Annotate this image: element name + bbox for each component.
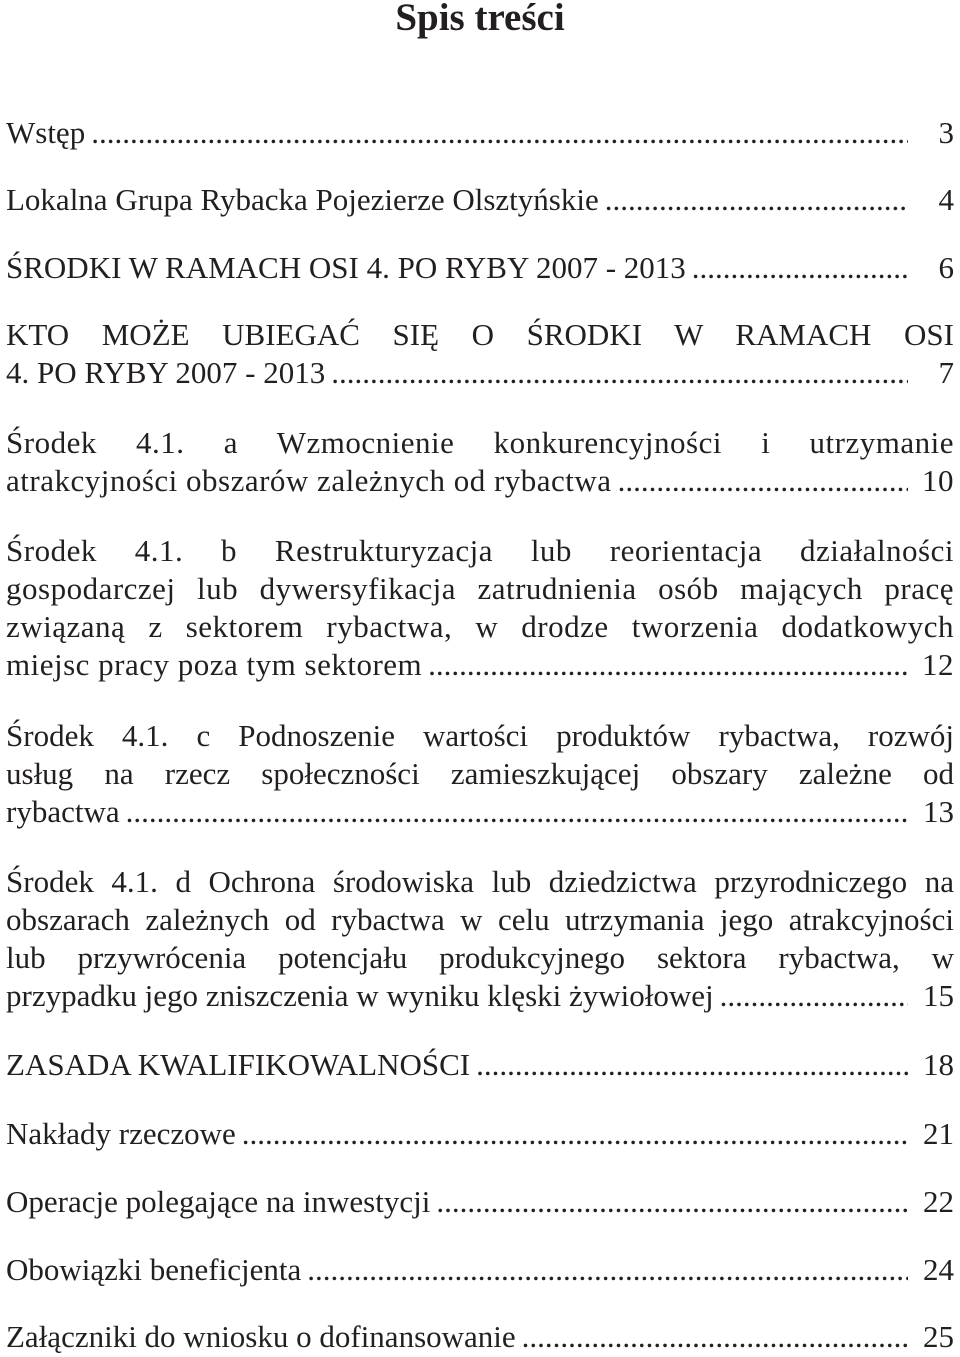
toc-entry-srodek-41b[interactable] (6, 532, 954, 684)
leader-dots (436, 1183, 908, 1221)
toc-entry-title: rybactwa (6, 794, 120, 829)
leader-dots (522, 1318, 908, 1356)
toc-page-number: 25 (923, 1319, 954, 1354)
leader-dots (618, 462, 908, 500)
toc-entry-title: Nakłady rzeczowe (6, 1116, 236, 1151)
toc-page-number: 15 (923, 978, 954, 1013)
leader-dots (692, 249, 908, 287)
toc-entry-line: Środek 4.1. d Ochrona środowiska lub dziedzictwa przyrodniczego na (6, 864, 954, 899)
leader-dots (91, 114, 908, 152)
toc-page-number: 4 (938, 182, 954, 217)
leader-dots (126, 793, 908, 831)
toc-entry-line: związaną z sektorem rybactwa, w drodze tworzenia dodatkowych (6, 609, 954, 644)
toc-entry-kto-moze[interactable] (6, 316, 954, 392)
leader-dots (242, 1115, 908, 1153)
toc-entry-naklady[interactable] (6, 1115, 954, 1153)
toc-entry-srodek-41d[interactable] (6, 863, 954, 1015)
leader-dots (476, 1046, 908, 1084)
toc-entry-title: atrakcyjności obszarów zależnych od rybactwa (6, 463, 612, 498)
toc-entry-title: Lokalna Grupa Rybacka Pojezierze Olsztyńskie (6, 182, 599, 217)
page-title: Spis treści (395, 0, 565, 39)
leader-dots (307, 1251, 908, 1289)
toc-entry-title: 4. PO RYBY 2007 - 2013 (6, 355, 326, 390)
toc-page-number: 21 (923, 1116, 954, 1151)
toc-entry-title: przypadku jego zniszczenia w wyniku klęski żywiołowej (6, 978, 714, 1013)
toc-entry-line: lub przywrócenia potencjału produkcyjnego sektora rybactwa, w (6, 940, 954, 975)
leader-dots (428, 646, 908, 684)
toc-entry-title: Wstęp (6, 115, 86, 150)
toc-entry-line: usług na rzecz społeczności zamieszkującej obszary zależne od (6, 756, 954, 791)
toc-entry-title: ŚRODKI W RAMACH OSI 4. PO RYBY 2007 - 2013 (6, 250, 686, 285)
toc-entry-zasada[interactable] (6, 1046, 954, 1084)
toc-page-number: 3 (938, 115, 954, 150)
toc-page-number: 24 (923, 1252, 954, 1287)
toc-entry-srodki[interactable] (6, 249, 954, 287)
toc-page-number: 10 (922, 463, 954, 498)
toc-entry-obowiazki[interactable] (6, 1251, 954, 1289)
toc-entry-srodek-41a[interactable] (6, 424, 954, 500)
toc-entry-line: Środek 4.1. b Restrukturyzacja lub reorientacja działalności (6, 533, 954, 568)
toc-entry-line: Środek 4.1. a Wzmocnienie konkurencyjności i utrzymanie (6, 425, 954, 460)
toc-entry-title: Załączniki do wniosku o dofinansowanie (6, 1319, 516, 1354)
leader-dots (720, 977, 908, 1015)
toc-page-number: 13 (923, 794, 954, 829)
toc-entry-zalaczniki[interactable] (6, 1318, 954, 1356)
leader-dots (331, 354, 908, 392)
toc-entry-operacje[interactable] (6, 1183, 954, 1221)
toc-entry-srodek-41c[interactable] (6, 717, 954, 831)
toc-entry-title: miejsc pracy poza tym sektorem (6, 647, 423, 682)
toc-entry-title: Obowiązki beneficjenta (6, 1252, 302, 1287)
toc-page-number: 12 (922, 647, 954, 682)
toc-entry-line: Środek 4.1. c Podnoszenie wartości produktów rybactwa, rozwój (6, 718, 954, 753)
toc-entry-title: Operacje polegające na inwestycji (6, 1184, 431, 1219)
toc-entry-lgr[interactable] (6, 181, 954, 219)
toc-entry-line: KTO MOŻE UBIEGAĆ SIĘ O ŚRODKI W RAMACH OSI (6, 317, 954, 352)
toc-entry-wstep[interactable] (6, 114, 954, 152)
toc-entry-line: obszarach zależnych od rybactwa w celu utrzymania jego atrakcyjności (6, 902, 954, 937)
toc-page-number: 22 (923, 1184, 954, 1219)
toc-page-number: 18 (923, 1047, 954, 1082)
leader-dots (605, 181, 908, 219)
toc-page-number: 6 (938, 250, 954, 285)
toc-page-number: 7 (938, 355, 954, 390)
toc-entry-line: gospodarczej lub dywersyfikacja zatrudnienia osób mających pracę (6, 571, 954, 606)
toc-entry-title: ZASADA KWALIFIKOWALNOŚCI (6, 1047, 471, 1082)
